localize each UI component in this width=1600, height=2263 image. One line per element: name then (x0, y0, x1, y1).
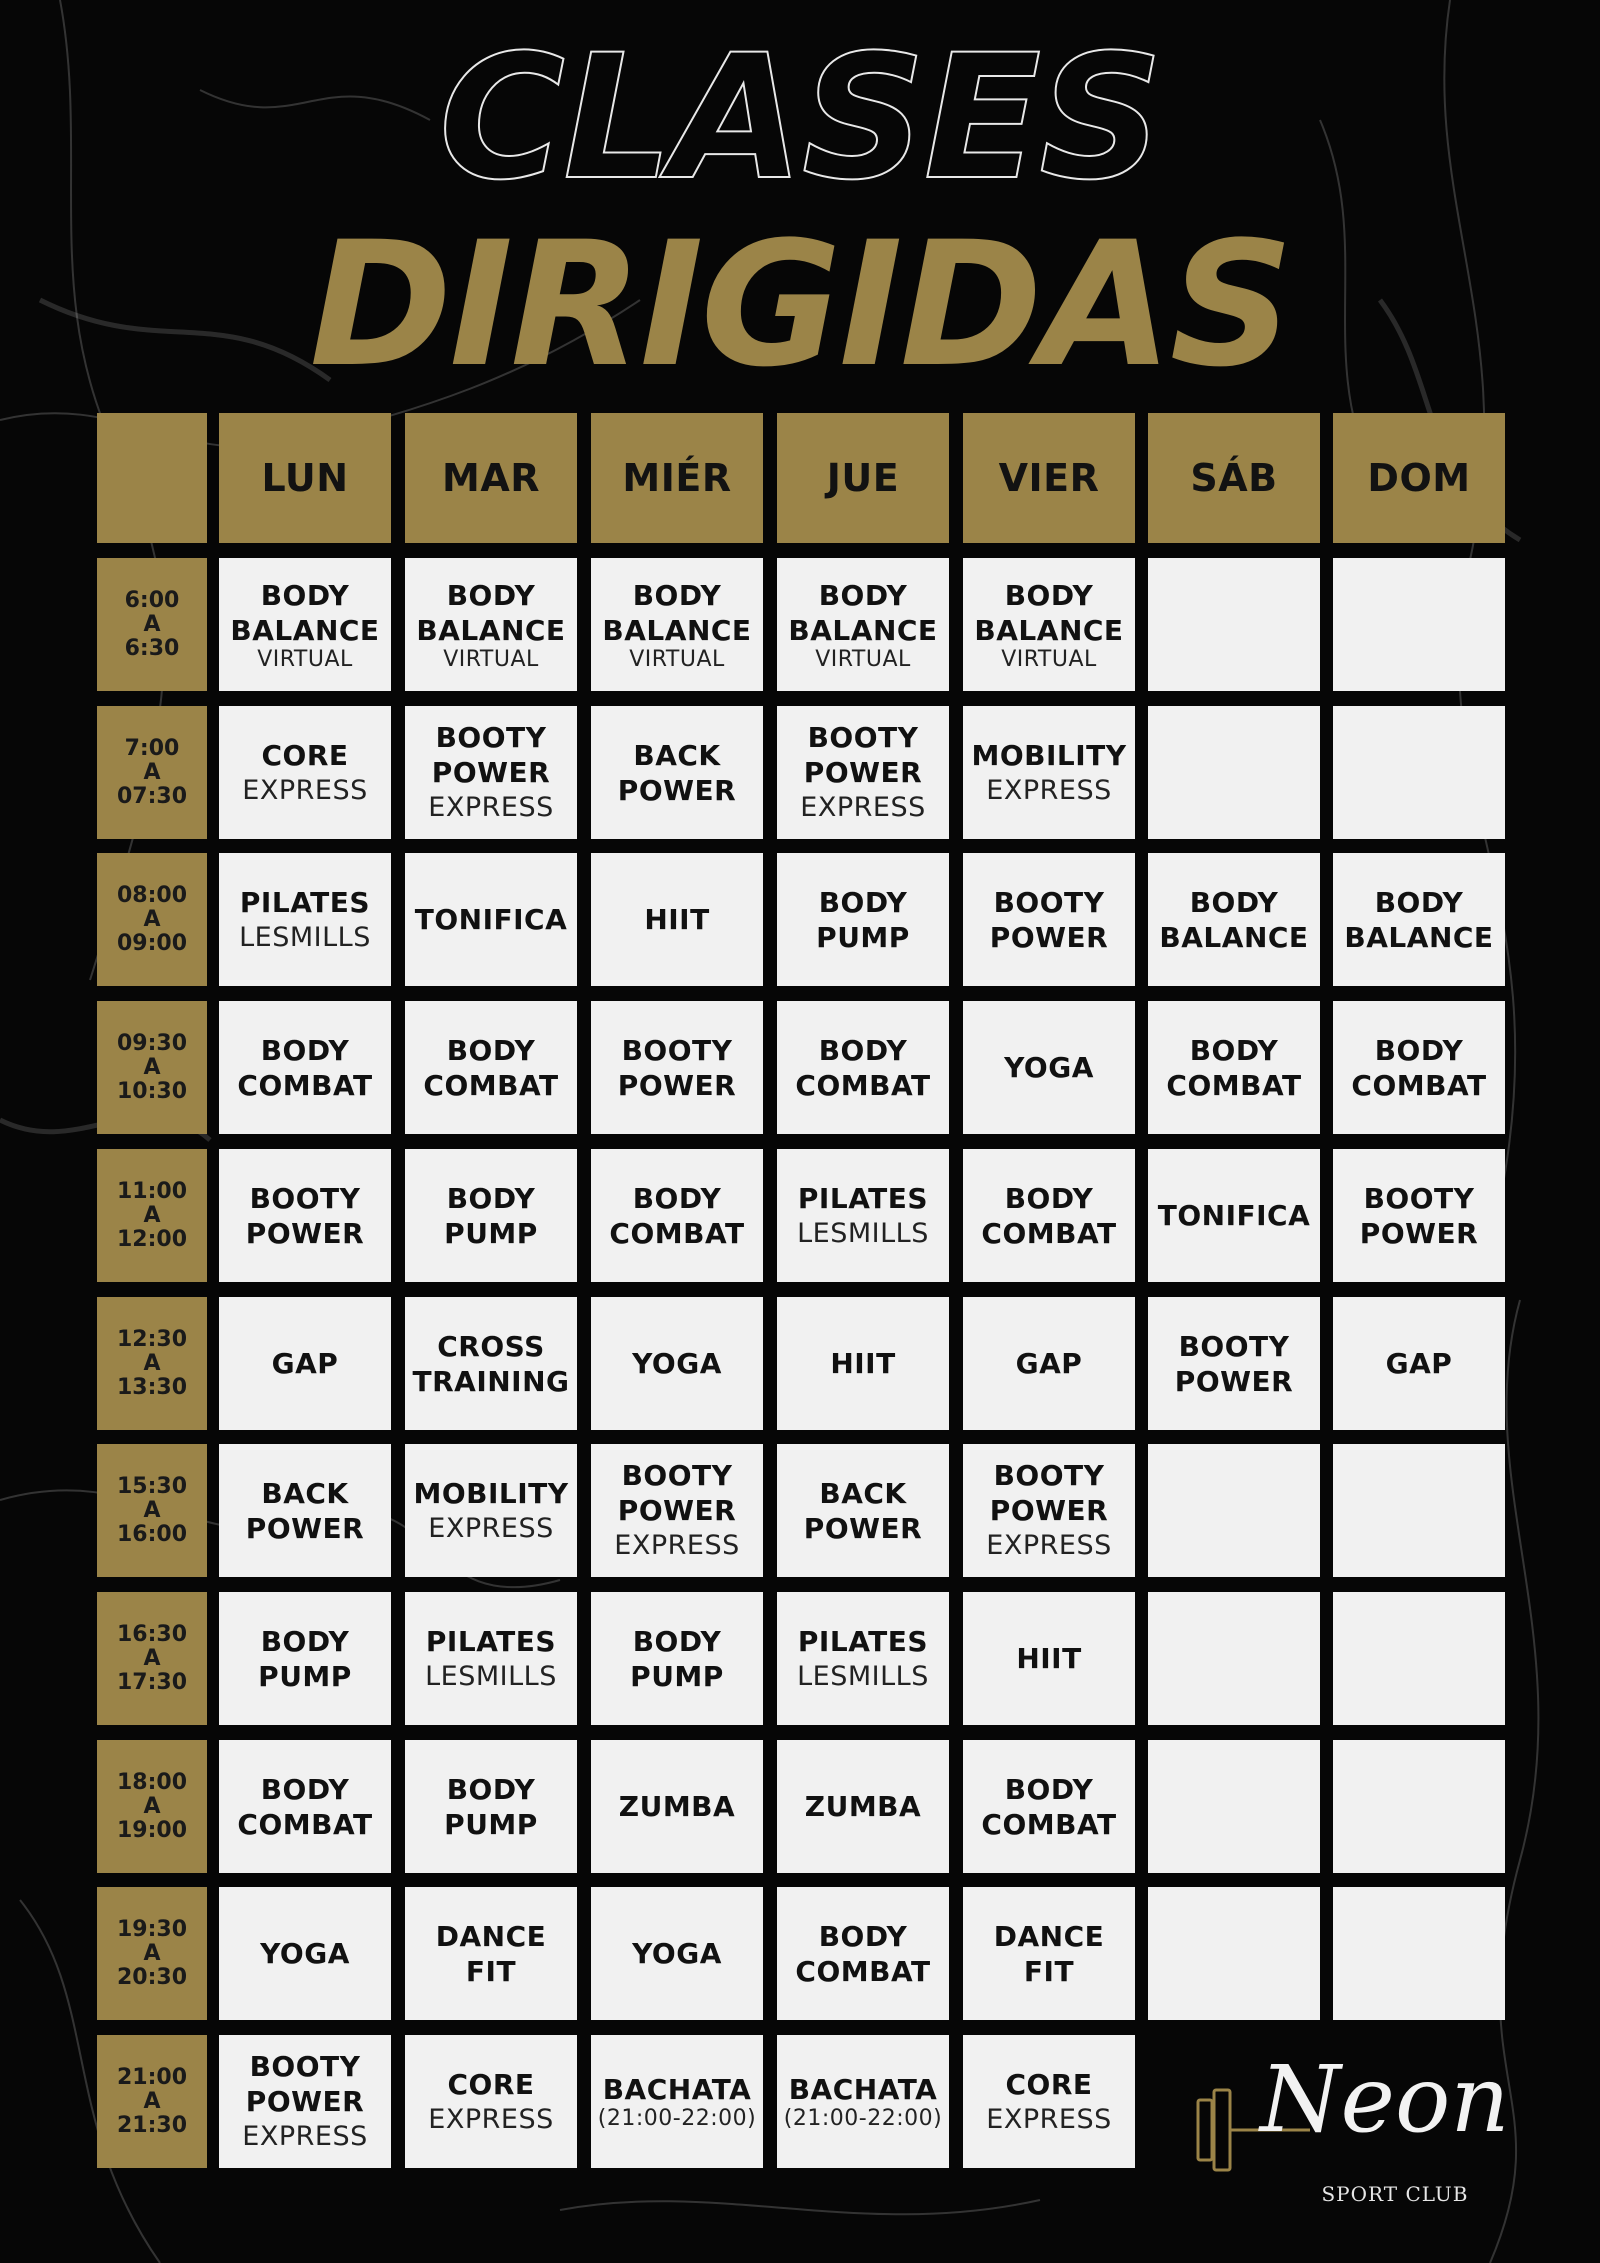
class-name: BODY (1004, 1772, 1094, 1806)
time-text: A (143, 1497, 161, 1523)
class-cell (219, 2035, 391, 2168)
class-cell (963, 1444, 1135, 1577)
class-name: BODY (446, 578, 536, 612)
class-name: BALANCE (416, 613, 566, 647)
time-text: A (143, 906, 161, 932)
class-name: BODY (446, 1033, 536, 1067)
time-text: 07:30 (116, 783, 188, 809)
class-cell (1148, 558, 1320, 691)
class-cell (219, 706, 391, 839)
class-name: GAP (1015, 1347, 1083, 1380)
class-subtitle: EXPRESS (428, 1512, 554, 1544)
class-cell (1333, 1887, 1505, 2020)
class-name: YOGA (632, 1937, 722, 1970)
day-label: VIER (998, 456, 1100, 500)
time-text: A (143, 1645, 161, 1671)
class-name: HIIT (1016, 1642, 1082, 1675)
class-subtitle: LESMILLS (797, 1660, 929, 1692)
class-name: BODY (1004, 1181, 1094, 1215)
class-subtitle: LESMILLS (239, 921, 371, 953)
class-name: BOOTY (1178, 1329, 1290, 1363)
class-name: BODY (818, 885, 908, 919)
logo-script: Neon (1260, 2046, 1510, 2153)
class-subtitle: EXPRESS (428, 792, 554, 823)
class-cell (1333, 1592, 1505, 1725)
day-label: LUN (261, 456, 349, 500)
class-name: COMBAT (237, 1807, 373, 1841)
class-name: COMBAT (795, 1954, 931, 1988)
class-name: BOOTY (993, 885, 1105, 919)
time-slot (97, 1740, 207, 1873)
class-name: BOOTY (249, 1181, 361, 1215)
class-name: BODY (632, 1181, 722, 1215)
class-cell (1333, 558, 1505, 691)
class-name: BALANCE (602, 613, 752, 647)
time-text: 16:00 (116, 1521, 188, 1547)
class-cell (963, 1740, 1135, 1873)
time-text: 19:30 (116, 1916, 188, 1942)
class-name: DANCE (435, 1919, 547, 1953)
class-name: BODY (1189, 885, 1279, 919)
time-slot (97, 1887, 207, 2020)
class-name: COMBAT (1351, 1068, 1487, 1102)
class-name: POWER (1359, 1216, 1479, 1250)
time-text: 09:00 (116, 930, 188, 956)
class-cell (591, 558, 763, 691)
class-name: BOOTY (621, 1459, 733, 1492)
class-cell (405, 1592, 577, 1725)
class-cell (591, 1887, 763, 2020)
class-cell (963, 1001, 1135, 1134)
class-name: GAP (1385, 1347, 1453, 1380)
class-name: CORE (447, 2067, 535, 2101)
class-cell (591, 706, 763, 839)
class-subtitle: VIRTUAL (629, 646, 725, 672)
logo (1190, 2040, 1510, 2240)
class-name: POWER (617, 1494, 737, 1527)
class-subtitle: VIRTUAL (257, 646, 353, 672)
time-slot (97, 558, 207, 691)
time-text: 6:00 (124, 587, 180, 613)
class-name: PUMP (258, 1659, 352, 1693)
time-slot (97, 1149, 207, 1282)
class-name: FIT (1023, 1954, 1075, 1988)
class-cell (405, 1149, 577, 1282)
class-name: COMBAT (423, 1068, 559, 1102)
class-cell (777, 706, 949, 839)
class-cell (219, 853, 391, 986)
time-text: 08:00 (116, 882, 188, 908)
class-cell (591, 1297, 763, 1430)
class-name: COMBAT (981, 1216, 1117, 1250)
class-subtitle: EXPRESS (614, 1530, 740, 1561)
class-name: BACK (633, 738, 721, 772)
class-cell (1148, 1887, 1320, 2020)
class-cell (963, 2035, 1135, 2168)
class-cell (405, 853, 577, 986)
time-text: 11:00 (116, 1178, 188, 1204)
day-header (405, 413, 577, 543)
class-name: BODY (260, 578, 350, 612)
time-text: 21:00 (116, 2064, 188, 2090)
class-name: POWER (245, 2085, 365, 2118)
class-cell (591, 1592, 763, 1725)
time-text: 7:00 (124, 735, 180, 761)
class-name: PILATES (425, 1624, 557, 1658)
day-header (1148, 413, 1320, 543)
class-cell (219, 1592, 391, 1725)
class-subtitle: VIRTUAL (815, 646, 911, 672)
class-cell (1148, 1592, 1320, 1725)
time-text: A (143, 1793, 161, 1819)
class-cell (777, 1444, 949, 1577)
class-subtitle: VIRTUAL (443, 646, 539, 672)
class-cell (777, 558, 949, 691)
class-cell (963, 1149, 1135, 1282)
class-name: BACHATA (788, 2073, 938, 2106)
class-name: COMBAT (609, 1216, 745, 1250)
class-cell (591, 2035, 763, 2168)
class-cell (405, 1297, 577, 1430)
class-name: POWER (245, 1511, 365, 1545)
class-cell (591, 1444, 763, 1577)
class-cell (219, 1297, 391, 1430)
class-subtitle: VIRTUAL (1001, 646, 1097, 672)
class-name: TONIFICA (1157, 1199, 1311, 1232)
time-text: 12:30 (116, 1326, 188, 1352)
class-name: PUMP (816, 920, 910, 954)
class-name: BOOTY (807, 721, 919, 754)
class-cell (777, 1001, 949, 1134)
class-name: CROSS (437, 1329, 545, 1363)
class-cell (591, 1149, 763, 1282)
class-name: BODY (1189, 1033, 1279, 1067)
class-cell (1333, 853, 1505, 986)
class-cell (1333, 1740, 1505, 1873)
class-name: COMBAT (237, 1068, 373, 1102)
class-name: BODY (632, 1624, 722, 1658)
time-text: 10:30 (116, 1078, 188, 1104)
class-name: POWER (989, 920, 1109, 954)
class-name: BODY (818, 578, 908, 612)
class-subtitle: LESMILLS (797, 1217, 929, 1249)
class-name: POWER (803, 1511, 923, 1545)
class-cell (963, 1592, 1135, 1725)
class-name: PUMP (630, 1659, 724, 1693)
time-text: 6:30 (124, 635, 180, 661)
class-name: POWER (803, 756, 923, 789)
class-cell (963, 1297, 1135, 1430)
time-slot (97, 1444, 207, 1577)
class-name: BODY (1004, 578, 1094, 612)
time-text: A (143, 1054, 161, 1080)
class-cell (405, 2035, 577, 2168)
day-label: MIÉR (622, 456, 732, 500)
class-name: FIT (465, 1954, 517, 1988)
class-subtitle: LESMILLS (425, 1660, 557, 1692)
class-cell (405, 1444, 577, 1577)
class-cell (963, 1887, 1135, 2020)
class-name: YOGA (632, 1347, 722, 1380)
class-cell (777, 2035, 949, 2168)
class-cell (777, 853, 949, 986)
class-name: BODY (632, 578, 722, 612)
class-cell (219, 1001, 391, 1134)
class-name: BACK (261, 1476, 349, 1510)
class-name: BOOTY (1363, 1181, 1475, 1215)
time-text: A (143, 1202, 161, 1228)
time-slot (97, 706, 207, 839)
class-name: BALANCE (974, 613, 1124, 647)
day-label: JUE (826, 456, 900, 500)
time-text: 19:00 (116, 1817, 188, 1843)
class-cell (1148, 1149, 1320, 1282)
class-subtitle: EXPRESS (986, 1530, 1112, 1561)
time-text: 15:30 (116, 1473, 188, 1499)
logo-subtitle: SPORT CLUB (1321, 2182, 1469, 2206)
class-cell (591, 1740, 763, 1873)
class-name: ZUMBA (804, 1790, 922, 1823)
class-cell (1333, 1149, 1505, 1282)
time-slot (97, 1001, 207, 1134)
class-cell (777, 1740, 949, 1873)
class-cell (219, 1740, 391, 1873)
header-corner (97, 413, 207, 543)
class-name: CORE (261, 738, 349, 772)
time-text: 12:00 (116, 1226, 188, 1252)
class-name: PILATES (797, 1181, 929, 1215)
day-header (219, 413, 391, 543)
time-text: 18:00 (116, 1769, 188, 1795)
title-dirigidas: DIRIGIDAS (309, 204, 1291, 405)
class-name: BODY (260, 1772, 350, 1806)
time-text: 16:30 (116, 1621, 188, 1647)
time-text: A (143, 1350, 161, 1376)
class-name: COMBAT (1166, 1068, 1302, 1102)
class-name: POWER (1174, 1364, 1294, 1398)
class-cell (1148, 1740, 1320, 1873)
class-subtitle: EXPRESS (800, 792, 926, 823)
class-name: PUMP (444, 1807, 538, 1841)
class-name: BALANCE (230, 613, 380, 647)
class-name: BODY (260, 1033, 350, 1067)
title-clases: CLASES (438, 17, 1162, 218)
class-cell (963, 853, 1135, 986)
day-label: SÁB (1190, 456, 1278, 500)
class-cell (1333, 1001, 1505, 1134)
class-name: BALANCE (1344, 920, 1494, 954)
class-subtitle: (21:00-22:00) (783, 2106, 943, 2131)
time-slot (97, 853, 207, 986)
class-name: CORE (1005, 2067, 1093, 2101)
class-name: BODY (446, 1772, 536, 1806)
class-name: PILATES (797, 1624, 929, 1658)
time-text: A (143, 611, 161, 637)
class-cell (963, 706, 1135, 839)
class-name: TONIFICA (414, 903, 568, 936)
class-name: PILATES (239, 885, 371, 919)
day-label: MAR (442, 456, 540, 500)
class-name: POWER (431, 756, 551, 789)
day-header (591, 413, 763, 543)
class-subtitle: EXPRESS (242, 2121, 368, 2152)
class-cell (1333, 1444, 1505, 1577)
time-text: 13:30 (116, 1374, 188, 1400)
class-name: BODY (818, 1919, 908, 1953)
class-name: POWER (617, 773, 737, 807)
time-text: A (143, 2088, 161, 2114)
class-name: BOOTY (435, 721, 547, 754)
class-cell (405, 558, 577, 691)
class-name: GAP (271, 1347, 339, 1380)
class-name: MOBILITY (971, 738, 1127, 772)
class-name: BODY (446, 1181, 536, 1215)
class-cell (963, 558, 1135, 691)
day-header (777, 413, 949, 543)
class-cell (1148, 706, 1320, 839)
class-name: BODY (818, 1033, 908, 1067)
class-subtitle: (21:00-22:00) (597, 2106, 757, 2131)
time-text: 20:30 (116, 1964, 188, 1990)
class-cell (1148, 853, 1320, 986)
day-header (1333, 413, 1505, 543)
day-label: DOM (1367, 456, 1471, 500)
class-name: BALANCE (788, 613, 938, 647)
class-cell (219, 1444, 391, 1577)
class-name: HIIT (830, 1347, 896, 1380)
class-name: BOOTY (249, 2050, 361, 2083)
class-cell (1333, 1297, 1505, 1430)
class-name: PUMP (444, 1216, 538, 1250)
time-text: 09:30 (116, 1030, 188, 1056)
time-text: 17:30 (116, 1669, 188, 1695)
class-name: POWER (989, 1494, 1109, 1527)
class-name: DANCE (993, 1919, 1105, 1953)
class-name: POWER (245, 1216, 365, 1250)
class-subtitle: EXPRESS (428, 2103, 554, 2135)
class-name: POWER (617, 1068, 737, 1102)
class-subtitle: EXPRESS (986, 774, 1112, 806)
class-cell (405, 1887, 577, 2020)
class-cell (1148, 1001, 1320, 1134)
class-cell (405, 1740, 577, 1873)
class-name: YOGA (260, 1937, 350, 1970)
time-slot (97, 2035, 207, 2168)
class-cell (405, 706, 577, 839)
time-text: 21:30 (116, 2112, 188, 2138)
class-name: BACHATA (602, 2073, 752, 2106)
class-name: HIIT (644, 903, 710, 936)
class-cell (219, 1887, 391, 2020)
time-text: A (143, 1940, 161, 1966)
class-name: BODY (1374, 885, 1464, 919)
class-cell (405, 1001, 577, 1134)
class-cell (219, 558, 391, 691)
class-name: BOOTY (621, 1033, 733, 1067)
class-cell (1148, 1444, 1320, 1577)
class-name: BOOTY (993, 1459, 1105, 1492)
class-name: BODY (1374, 1033, 1464, 1067)
class-name: COMBAT (981, 1807, 1117, 1841)
class-subtitle: EXPRESS (986, 2103, 1112, 2135)
class-cell (777, 1592, 949, 1725)
class-name: ZUMBA (618, 1790, 736, 1823)
class-cell (777, 1149, 949, 1282)
class-name: COMBAT (795, 1068, 931, 1102)
time-text: A (143, 759, 161, 785)
time-slot (97, 1592, 207, 1725)
class-cell (777, 1887, 949, 2020)
class-cell (591, 1001, 763, 1134)
class-name: TRAINING (412, 1364, 570, 1398)
class-cell (1148, 1297, 1320, 1430)
class-name: BODY (260, 1624, 350, 1658)
day-header (963, 413, 1135, 543)
class-name: BALANCE (1159, 920, 1309, 954)
class-cell (1333, 706, 1505, 839)
class-name: MOBILITY (413, 1476, 569, 1510)
class-subtitle: EXPRESS (242, 774, 368, 806)
class-name: YOGA (1004, 1051, 1094, 1084)
class-cell (777, 1297, 949, 1430)
class-cell (219, 1149, 391, 1282)
class-name: BACK (819, 1476, 907, 1510)
class-cell (591, 853, 763, 986)
time-slot (97, 1297, 207, 1430)
